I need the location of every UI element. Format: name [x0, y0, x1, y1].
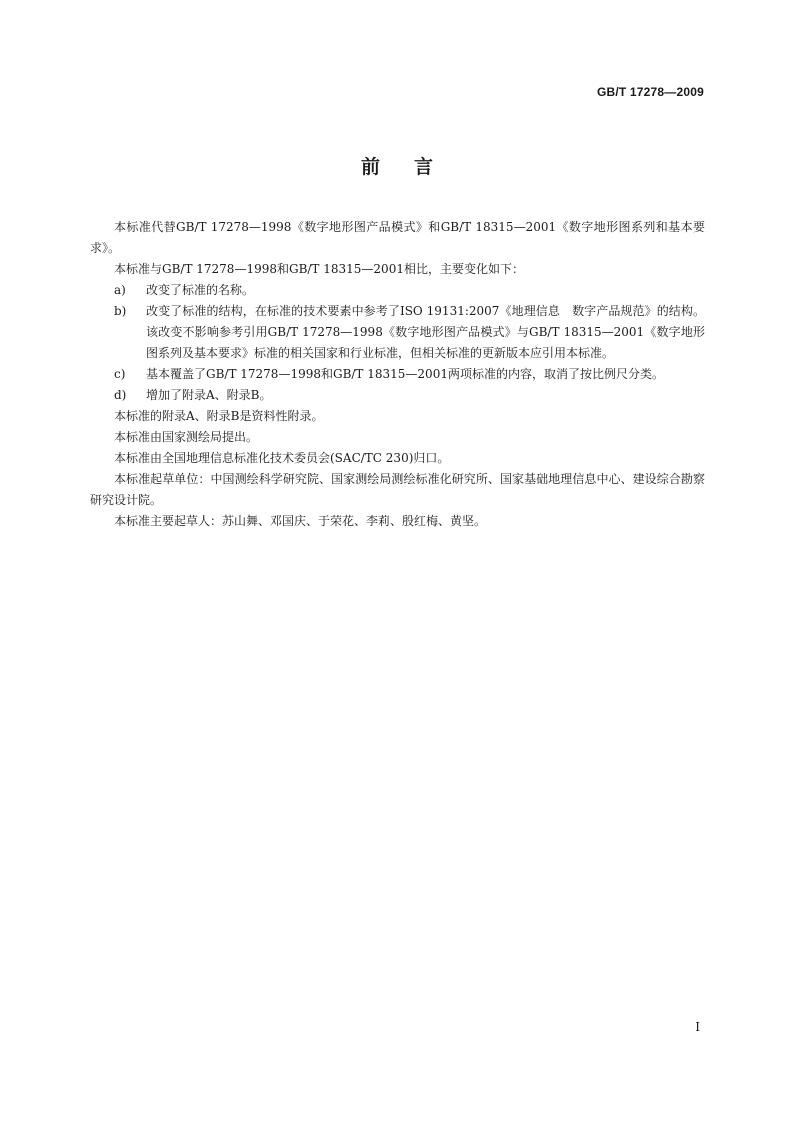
paragraph-drafting-units: 本标准起草单位：中国测绘科学研究院、国家测绘局测绘标准化研究所、国家基础地理信息中心、建设综合勘察研究设计院。: [90, 472, 705, 507]
paragraph-drafters: 本标准主要起草人：苏山舞、邓国庆、于荣花、李莉、殷红梅、黄坚。: [114, 514, 487, 528]
change-text: 基本覆盖了GB/T 17278—1998和GB/T 18315—2001两项标准的内容，取消了按比例尺分类。: [146, 367, 664, 381]
page-title: [0, 152, 794, 179]
paragraph-appendix: 本标准的附录A、附录B是资料性附录。: [114, 409, 324, 423]
change-label: b): [114, 304, 127, 318]
change-label: d): [114, 388, 127, 402]
paragraph-centralized-by: 本标准由全国地理信息标准化技术委员会(SAC/TC 230)归口。: [114, 451, 450, 465]
change-label: c): [114, 367, 126, 381]
change-label: a): [114, 283, 126, 297]
change-item-b: [90, 301, 705, 364]
change-item-d: [90, 385, 705, 406]
foreword-body: [90, 217, 705, 532]
paragraph-changes-intro: 本标准与GB/T 17278—1998和GB/T 18315—2001相比，主要变化如下：: [114, 262, 524, 276]
paragraph-replaces: 本标准代替GB/T 17278—1998《数字地形图产品模式》和GB/T 18315—2001《数字地形图系列和基本要求》。: [90, 220, 705, 255]
change-text: 增加了附录A、附录B。: [146, 388, 272, 402]
change-item-c: [90, 364, 705, 385]
change-text: 改变了标准的名称。: [146, 283, 255, 297]
paragraph-proposed-by: 本标准由国家测绘局提出。: [114, 430, 259, 444]
page-number: I: [695, 1020, 700, 1034]
title-char-2: 言: [414, 156, 434, 178]
change-text: 改变了标准的结构，在标准的技术要素中参考了ISO 19131:2007《地理信息 数字产品规范》的结构。该改变不影响参考引用GB/T 17278—1998《数字地形图产品模式》与GB/T 18315—2001《数字地形图系列及基本要求》标准的相关国家和行业标准，但相关标准的更新版本应引用本标准。: [146, 304, 705, 360]
title-char-1: 前: [360, 156, 380, 178]
change-item-a: [90, 280, 705, 301]
standard-code: GB/T 17278—2009: [596, 85, 704, 99]
